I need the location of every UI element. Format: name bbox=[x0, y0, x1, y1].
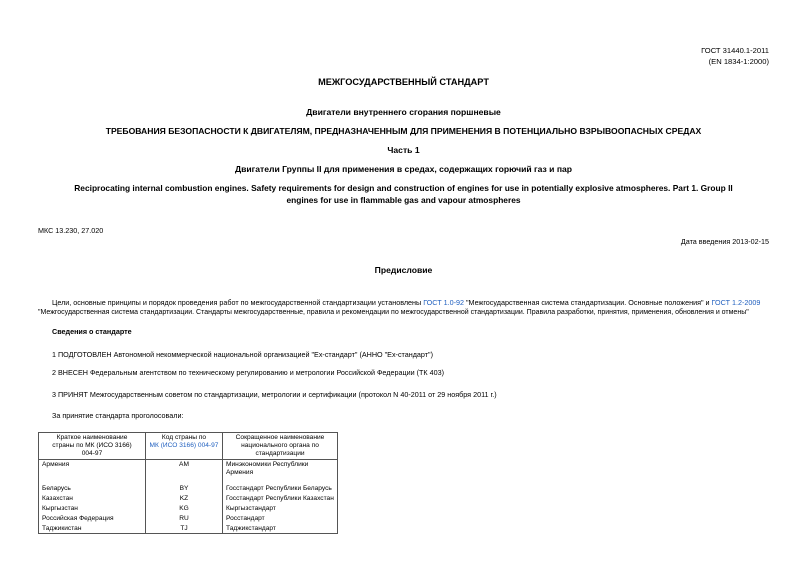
body-cell: Минэкономики Республики Армения bbox=[223, 460, 338, 478]
vote-table bbox=[38, 432, 338, 534]
standard-subtitle: Двигатели внутреннего сгорания поршневые bbox=[306, 107, 501, 117]
code-cell: BY bbox=[146, 485, 223, 493]
part-title: Двигатели Группы II для применения в средах, содержащих горючий газ и пар bbox=[234, 164, 573, 174]
table-row bbox=[39, 523, 338, 534]
vote-table-header bbox=[39, 433, 338, 460]
standard-main-title: ТРЕБОВАНИЯ БЕЗОПАСНОСТИ К ДВИГАТЕЛЯМ, ПРЕДНАЗНАЧЕННЫМ ДЛЯ ПРИМЕНЕНИЯ В ПОТЕНЦИАЛЬНО ВЗРЫВООПАСНЫХ СРЕДАХ bbox=[105, 126, 702, 136]
body-cell: Кыргызстандарт bbox=[223, 503, 338, 513]
item-adopted: 3 ПРИНЯТ Межгосударственным советом по стандартизации, метрологии и сертификации (протокол N 40-2011 от 29 ноября 2011 г.) bbox=[52, 390, 497, 399]
mks-code: МКС 13.230, 27.020 bbox=[38, 226, 104, 235]
code-cell: RU bbox=[146, 513, 223, 523]
country-cell: Беларусь bbox=[39, 485, 146, 493]
body-cell: Госстандарт Республики Казахстан bbox=[223, 493, 338, 503]
country-cell: Армения bbox=[39, 460, 146, 478]
body-cell: Росстандарт bbox=[223, 513, 338, 523]
code-cell: TJ bbox=[146, 523, 223, 534]
item-prepared: 1 ПОДГОТОВЛЕН Автономной некоммерческой национальной организацией "Ех-стандарт" (АННО "Ех-стандарт") bbox=[52, 350, 433, 359]
header-country: Краткое наименование страны по МК (ИСО 3166) 004-97 bbox=[39, 433, 146, 460]
country-cell: Кыргызстан bbox=[39, 503, 146, 513]
country-cell: Российская Федерация bbox=[39, 513, 146, 523]
body-cell: Госстандарт Республики Беларусь bbox=[223, 485, 338, 493]
country-cell: Казахстан bbox=[39, 493, 146, 503]
english-title-line2: engines for use in flammable gas and vapour atmospheres bbox=[286, 195, 521, 205]
english-title-line1: Reciprocating internal combustion engines. Safety requirements for design and construction of engines for use in potentially explosive atmospheres. Part 1. Group II bbox=[74, 183, 733, 193]
info-heading: Сведения о стандарте bbox=[52, 327, 132, 336]
header-body: Сокращенное наименование национального органа по стандартизации bbox=[223, 433, 338, 460]
en-reference: (EN 1834-1:2000) bbox=[708, 57, 769, 66]
foreword-paragraph-line1 bbox=[52, 298, 760, 307]
header-code: Код страны по МК (ИСО 3166) 004-97 bbox=[146, 433, 223, 460]
standard-category: МЕЖГОСУДАРСТВЕННЫЙ СТАНДАРТ bbox=[318, 77, 489, 87]
item-submitted: 2 ВНЕСЕН Федеральным агентством по техническому регулированию и метрологии Российской Федерации (ТК 403) bbox=[52, 368, 444, 377]
mk-iso-3166-link[interactable]: МК (ИСО 3166) 004-97 bbox=[149, 442, 219, 449]
code-cell: AM bbox=[146, 460, 223, 478]
intro-date: Дата введения 2013-02-15 bbox=[680, 237, 769, 246]
gost-1-0-92-link[interactable]: ГОСТ 1.0-92 bbox=[423, 298, 464, 307]
table-row bbox=[39, 493, 338, 503]
foreword-heading: Предисловие bbox=[374, 265, 433, 275]
body-cell: Таджикстандарт bbox=[223, 523, 338, 534]
part-number: Часть 1 bbox=[387, 145, 420, 155]
doc-number: ГОСТ 31440.1-2011 bbox=[701, 46, 769, 55]
table-row bbox=[39, 513, 338, 523]
table-row bbox=[39, 485, 338, 493]
table-row bbox=[39, 503, 338, 513]
foreword-paragraph-line2: "Межгосударственная система стандартизации. Стандарты межгосударственные, правила и рекомендации по межгосударственной стандартизации. Правила разработки, принятия, применения, обновления и отмены" bbox=[38, 309, 749, 316]
table-spacer-row bbox=[39, 477, 338, 485]
foreword-text: Цели, основные принципы и порядок проведения работ по межгосударственной стандартизации установлены bbox=[52, 298, 424, 307]
country-cell: Таджикистан bbox=[39, 523, 146, 534]
vote-intro: За принятие стандарта проголосовали: bbox=[52, 411, 184, 420]
code-cell: KZ bbox=[146, 493, 223, 503]
table-row bbox=[39, 460, 338, 478]
code-cell: KG bbox=[146, 503, 223, 513]
foreword-text: "Межгосударственная система стандартизации. Основные положения" и bbox=[464, 298, 712, 307]
gost-1-2-2009-link[interactable]: ГОСТ 1.2-2009 bbox=[711, 298, 761, 307]
